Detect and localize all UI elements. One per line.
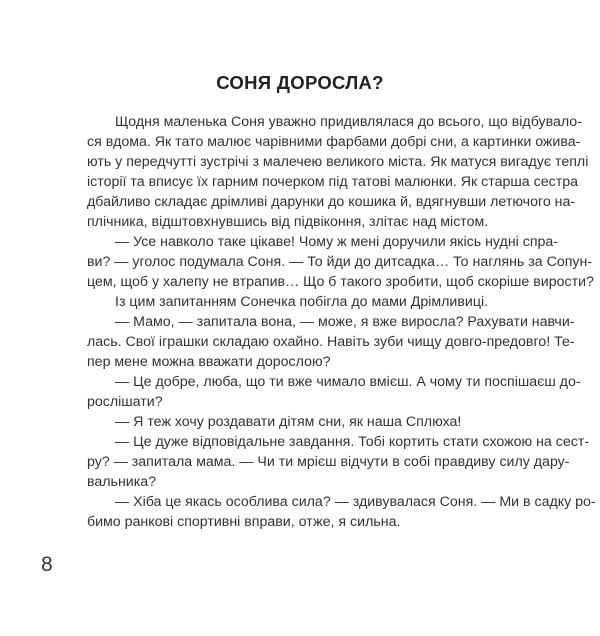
body-text — [87, 112, 596, 532]
text-line: лась. Свої іграшки складаю охайно. Навіть зуби чищу довго-предовго! Те- — [87, 334, 575, 350]
page-number: 8 — [41, 553, 53, 576]
text-line: — Це добре, люба, що ти вже чимало вмієш. А чому ти поспішаєш до- — [115, 374, 581, 390]
text-line: ють у передчутті зустрічі з малечею великого міста. Як матуся вигадує теплі — [87, 154, 589, 170]
text-line: Щодня маленька Соня уважно придивлялася до всього, що відбувало- — [115, 114, 582, 130]
text-line: — Я теж хочу роздавати дітям сни, як наша Сплюха! — [115, 414, 462, 430]
text-line: вальника? — [87, 474, 156, 490]
text-line: ру? — запитала мама. — Чи ти мрієш відчути в собі правдиву силу дару- — [87, 454, 570, 470]
text-line: Із цим запитанням Сонечка побігла до мами Дрімливиці. — [115, 294, 489, 310]
text-line: ся вдома. Як тато малює чарівними фарбами добрі сни, а картинки ожива- — [87, 134, 581, 150]
text-line: — Хіба це якась особлива сила? — здивувалася Соня. — Ми в садку ро- — [115, 494, 596, 510]
text-line: цем, щоб у халепу не втрапив… Що б такого зробити, щоб скоріше вирости? — [87, 274, 594, 290]
text-line: дбайливо складає дрімливі дарунки до кошика й, вдягнувши летючого на- — [87, 194, 576, 210]
chapter-title: СОНЯ ДОРОСЛА? — [216, 72, 384, 93]
text-line: пер мене можна вважати дорослою? — [87, 354, 331, 370]
text-line: — Мамо, — запитала вона, — може, я вже виросла? Рахувати навчи- — [115, 314, 575, 330]
text-line: — Усе навколо таке цікаве! Чому ж мені доручили якісь нудні спра- — [115, 234, 559, 250]
text-line: плічника, відштовхнувшись від підвіконня, злітає над містом. — [87, 214, 489, 230]
text-line: бимо ранкові спортивні вправи, отже, я сильна. — [87, 514, 401, 530]
text-line: — Це дуже відповідальне завдання. Тобі кортить стати схожою на сест- — [115, 434, 590, 450]
text-line: історії та вписує їх гарним почерком під татові малюнки. Як старша сестра — [87, 174, 578, 190]
text-line: рослішати? — [87, 394, 163, 410]
text-line: ви? — уголос подумала Соня. — То йди до дитсадка… То наглянь за Сопун- — [87, 254, 593, 270]
